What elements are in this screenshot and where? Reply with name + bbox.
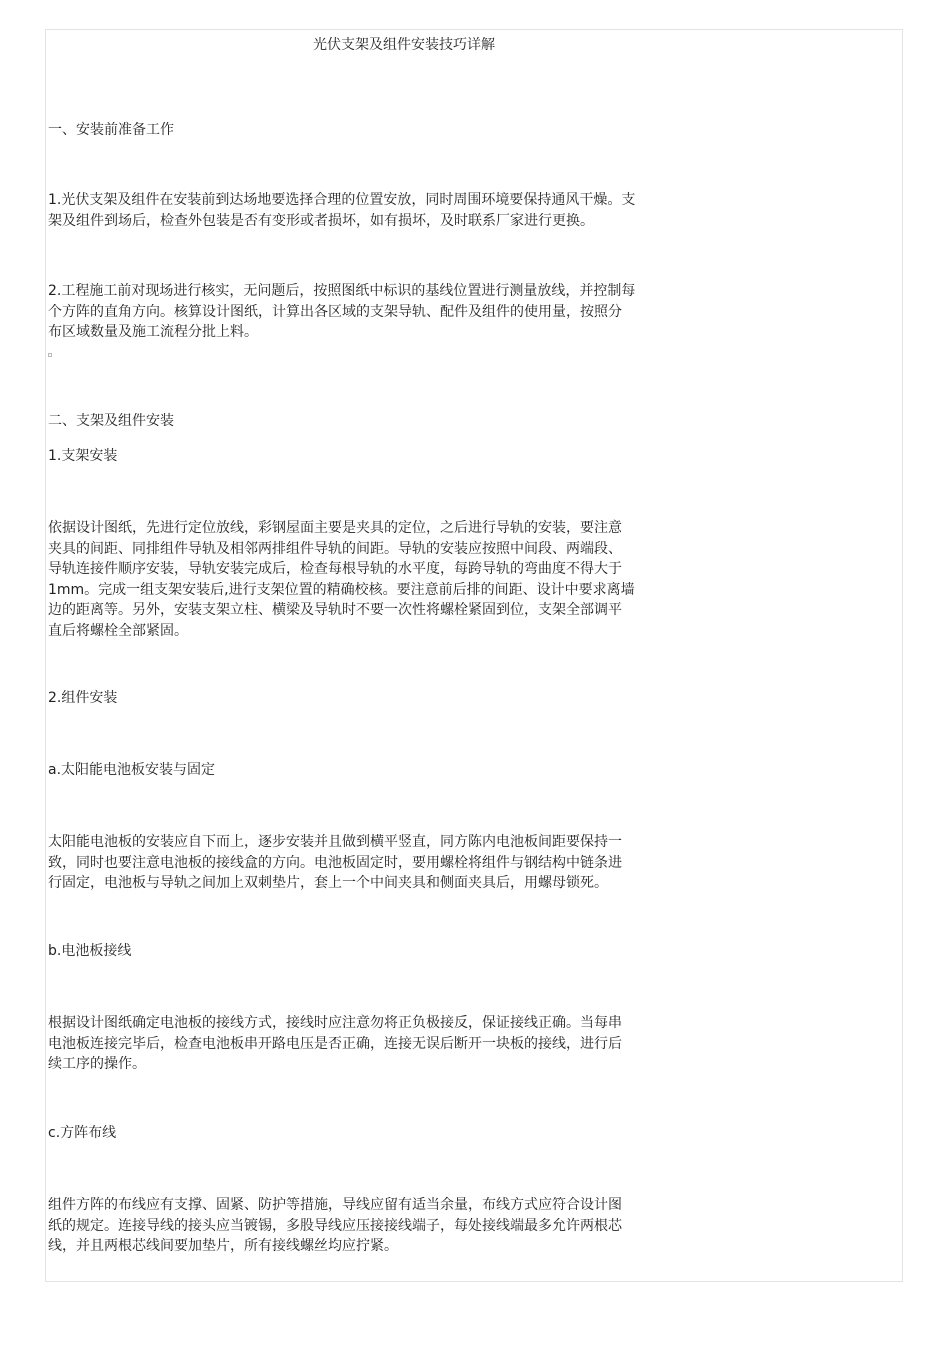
item-a-heading: a.太阳能电池板安装与固定 (48, 762, 216, 778)
item-b-body: 根据设计图纸确定电池板的接线方式，接线时应注意勿将正负极接反，保证接线正确。当每串 电池板连接完毕后，检查电池板串开路电压是否正确，连接无误后断开一块板的接线，进行后 续工序的操作。 (48, 1015, 622, 1072)
item-b-heading: b.电池板接线 (48, 943, 132, 959)
section1-heading: 一、安装前准备工作 (48, 122, 174, 138)
item-a-body: 太阳能电池板的安装应自下而上，逐步安装并且做到横平竖直，同方陈内电池板间距要保持一 致，同时也要注意电池板的接线盒的方向。电池板固定时，要用螺栓将组件与钢结构中链条进 行固定，电池板与导轨之间加上双刺垫片，套上一个中间夹具和侧面夹具后，用螺母锁死。 (48, 834, 622, 891)
subsection-bracket-install-heading: 1.支架安装 (48, 448, 118, 464)
item-c-body: 组件方阵的布线应有支撑、固紧、防护等措施，导线应留有适当余量，布线方式应符合设计图 纸的规定。连接导线的接头应当镀锡，多股导线应压接接线端子，每处接线端最多允许两根芯 线，并且两根芯线间要加垫片，所有接线螺丝均应拧紧。 (48, 1197, 622, 1254)
subsection-module-install-heading: 2.组件安装 (48, 690, 118, 706)
image-placeholder-marker (48, 353, 52, 357)
document-title: 光伏支架及组件安装技巧详解 (313, 37, 495, 53)
item-c-heading: c.方阵布线 (48, 1125, 117, 1141)
section1-paragraph-1: 1.光伏支架及组件在安装前到达场地要选择合理的位置安放，同时周围环境要保持通风干燥。支 架及组件到场后，检查外包装是否有变形或者损坏，如有损坏，及时联系厂家进行更换。 (48, 192, 636, 229)
subsection-bracket-install-body: 依据设计图纸，先进行定位放线，彩钢屋面主要是夹具的定位，之后进行导轨的安装，要注意 夹具的间距、同排组件导轨及相邻两排组件导轨的间距。导轨的安装应按照中间段、两端段、 导轨连接件顺序安装，导轨安装完成后，检查每根导轨的水平度，每跨导轨的弯曲度不得大于 1mm。完成一组支架安装后,进行支架位置的精确校核。要注意前后排的间距、设计中要求离墙 边的距离等。另外，安装支架立柱、横梁及导轨时不要一次性将螺栓紧固到位，支架全部调平 直后将螺栓全部紧固。 (48, 520, 635, 639)
section2-heading: 二、支架及组件安装 (48, 413, 174, 429)
section1-paragraph-2: 2.工程施工前对现场进行核实，无问题后，按照图纸中标识的基线位置进行测量放线，并控制每 个方阵的直角方向。核算设计图纸，计算出各区域的支架导轨、配件及组件的使用量，按照分 布区域数量及施工流程分批上料。 (48, 283, 636, 340)
